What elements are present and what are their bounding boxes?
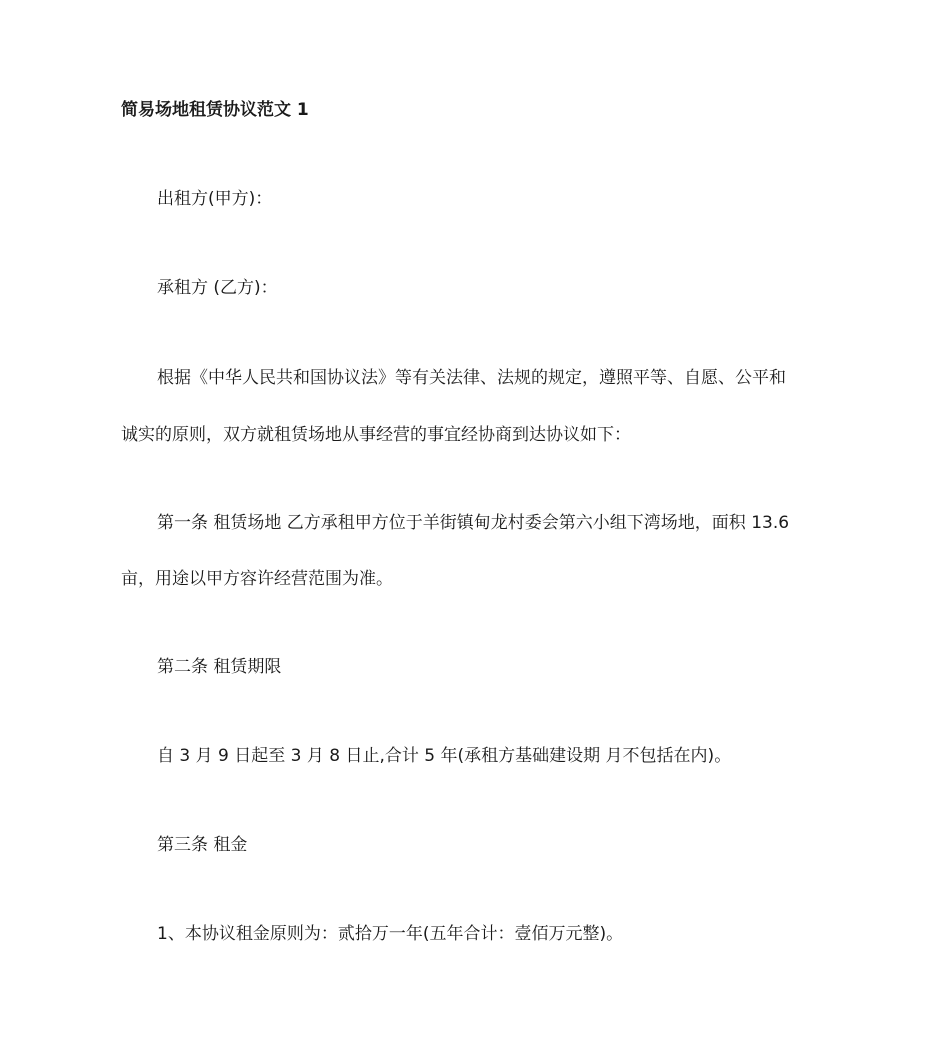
preamble-line-2: 诚实的原则，双方就租赁场地从事经营的事宜经协商到达协议如下： [121,425,631,445]
article-1-line-2: 亩，用途以甲方容许经营范围为准。 [121,569,393,589]
article-2-body: 自 3 月 9 日起至 3 月 8 日止,合计 5 年(承租方基础建设期 月不包括在内)。 [157,746,732,766]
article-3-heading: 第三条 租金 [157,835,248,855]
lessor-line: 出租方(甲方)： [157,189,273,209]
article-1-line-1: 第一条 租赁场地 乙方承租甲方位于羊街镇甸龙村委会第六小组下湾场地，面积 13.6 [157,513,790,533]
article-2-heading: 第二条 租赁期限 [157,657,282,677]
article-3-item-1: 1、本协议租金原则为：贰拾万一年(五年合计：壹佰万元整)。 [157,924,624,944]
preamble-line-1: 根据《中华人民共和国协议法》等有关法律、法规的规定，遵照平等、自愿、公平和 [157,368,786,388]
lessee-line: 承租方 (乙方)： [157,278,278,298]
document-title: 简易场地租赁协议范文 1 [121,100,309,120]
